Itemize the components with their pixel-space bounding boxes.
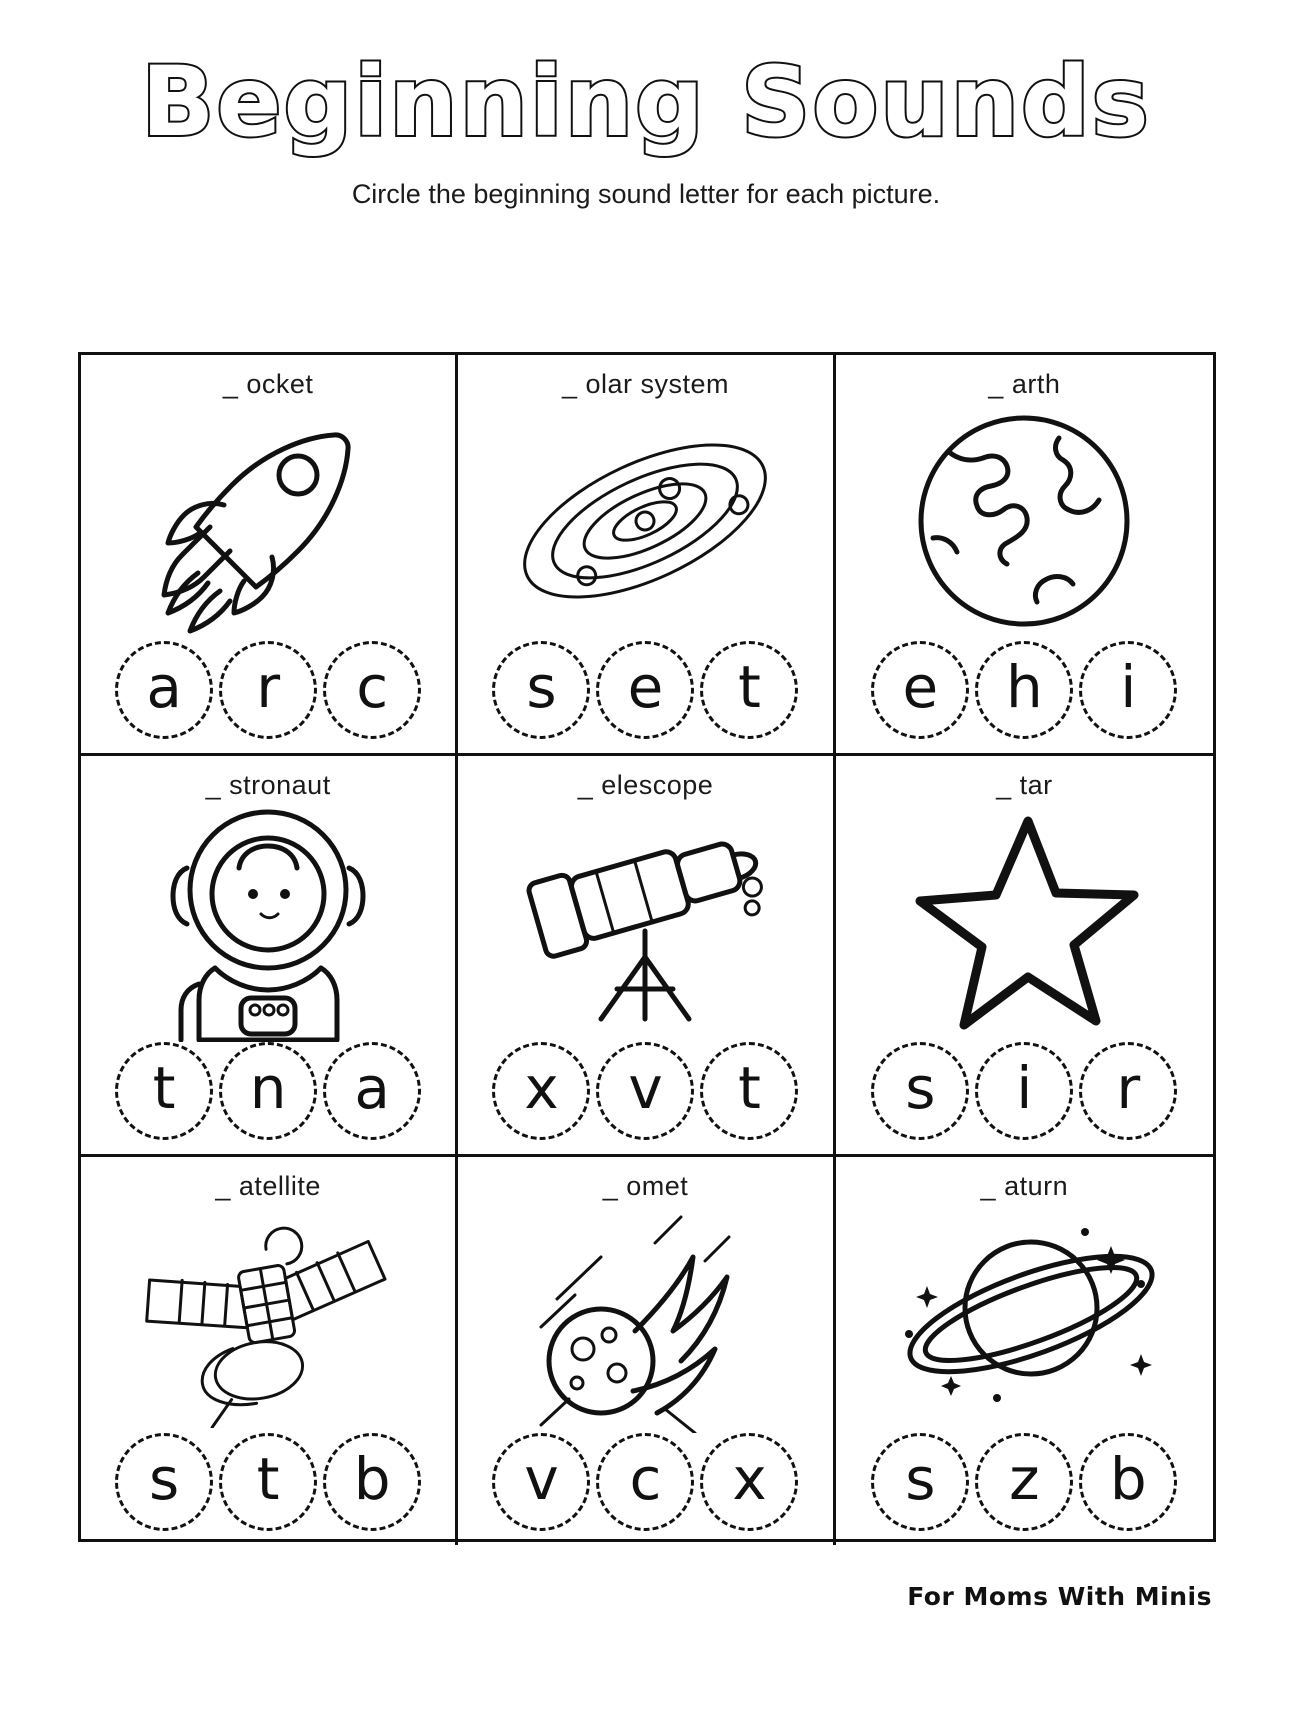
worksheet-cell xyxy=(836,1157,1213,1545)
worksheet-cell xyxy=(836,355,1213,756)
letter-option[interactable]: s xyxy=(492,641,590,739)
letter-option[interactable]: t xyxy=(115,1042,213,1140)
worksheet-cell xyxy=(458,756,835,1157)
letter-options xyxy=(492,641,798,753)
letter-option[interactable]: x xyxy=(700,1433,798,1531)
worksheet-cell xyxy=(836,756,1213,1157)
letter-option[interactable]: v xyxy=(492,1433,590,1531)
letter-options xyxy=(492,1042,798,1154)
letter-options xyxy=(871,1042,1177,1154)
word-prompt: _ ocket xyxy=(222,369,314,399)
word-prompt: _ aturn xyxy=(980,1171,1069,1201)
earth-icon xyxy=(836,401,1213,641)
letter-option[interactable]: t xyxy=(219,1433,317,1531)
letter-option[interactable]: t xyxy=(700,1042,798,1140)
comet-icon xyxy=(458,1203,832,1433)
instructions-text: Circle the beginning sound letter for each picture. xyxy=(351,178,941,209)
worksheet-cell xyxy=(81,1157,458,1545)
worksheet-cell xyxy=(458,1157,835,1545)
letter-option[interactable]: z xyxy=(975,1433,1073,1531)
satellite-icon xyxy=(81,1203,455,1433)
worksheet-cell xyxy=(458,355,835,756)
letter-option[interactable]: x xyxy=(492,1042,590,1140)
letter-options xyxy=(115,641,421,753)
rocket-icon xyxy=(81,401,455,641)
word-prompt: _ elescope xyxy=(577,770,714,800)
letter-option[interactable]: h xyxy=(975,641,1073,739)
astronaut-icon xyxy=(81,802,455,1042)
star-icon xyxy=(836,802,1213,1042)
letter-options xyxy=(871,1433,1177,1545)
letter-option[interactable]: r xyxy=(219,641,317,739)
letter-options xyxy=(115,1042,421,1154)
letter-option[interactable]: i xyxy=(975,1042,1073,1140)
letter-options xyxy=(871,641,1177,753)
word-prompt: _ stronaut xyxy=(205,770,331,800)
word-prompt: _ omet xyxy=(602,1171,689,1201)
letter-option[interactable]: s xyxy=(871,1433,969,1531)
letter-option[interactable]: a xyxy=(115,641,213,739)
brand-footer: For Moms With Minis xyxy=(907,1582,1212,1611)
letter-option[interactable]: r xyxy=(1079,1042,1177,1140)
worksheet-cell xyxy=(81,756,458,1157)
word-prompt: _ atellite xyxy=(215,1171,321,1201)
word-prompt: _ tar xyxy=(996,770,1053,800)
letter-options xyxy=(492,1433,798,1545)
letter-option[interactable]: c xyxy=(323,641,421,739)
letter-option[interactable]: v xyxy=(596,1042,694,1140)
letter-option[interactable]: a xyxy=(323,1042,421,1140)
letter-option[interactable]: s xyxy=(871,1042,969,1140)
letter-options xyxy=(115,1433,421,1545)
solar-system-icon xyxy=(458,401,832,641)
letter-option[interactable]: s xyxy=(115,1433,213,1531)
worksheet-cell xyxy=(81,355,458,756)
letter-option[interactable]: b xyxy=(323,1433,421,1531)
letter-option[interactable]: b xyxy=(1079,1433,1177,1531)
saturn-icon xyxy=(836,1203,1213,1433)
letter-option[interactable]: e xyxy=(871,641,969,739)
worksheet-page xyxy=(0,46,1292,1724)
letter-option[interactable]: e xyxy=(596,641,694,739)
letter-option[interactable]: i xyxy=(1079,641,1177,739)
letter-option[interactable]: n xyxy=(219,1042,317,1140)
letter-option[interactable]: c xyxy=(596,1433,694,1531)
worksheet-grid xyxy=(78,352,1216,1542)
telescope-icon xyxy=(458,802,832,1042)
page-title: Beginning Sounds xyxy=(141,46,1151,158)
word-prompt: _ arth xyxy=(988,369,1061,399)
letter-option[interactable]: t xyxy=(700,641,798,739)
word-prompt: _ olar system xyxy=(561,369,730,399)
